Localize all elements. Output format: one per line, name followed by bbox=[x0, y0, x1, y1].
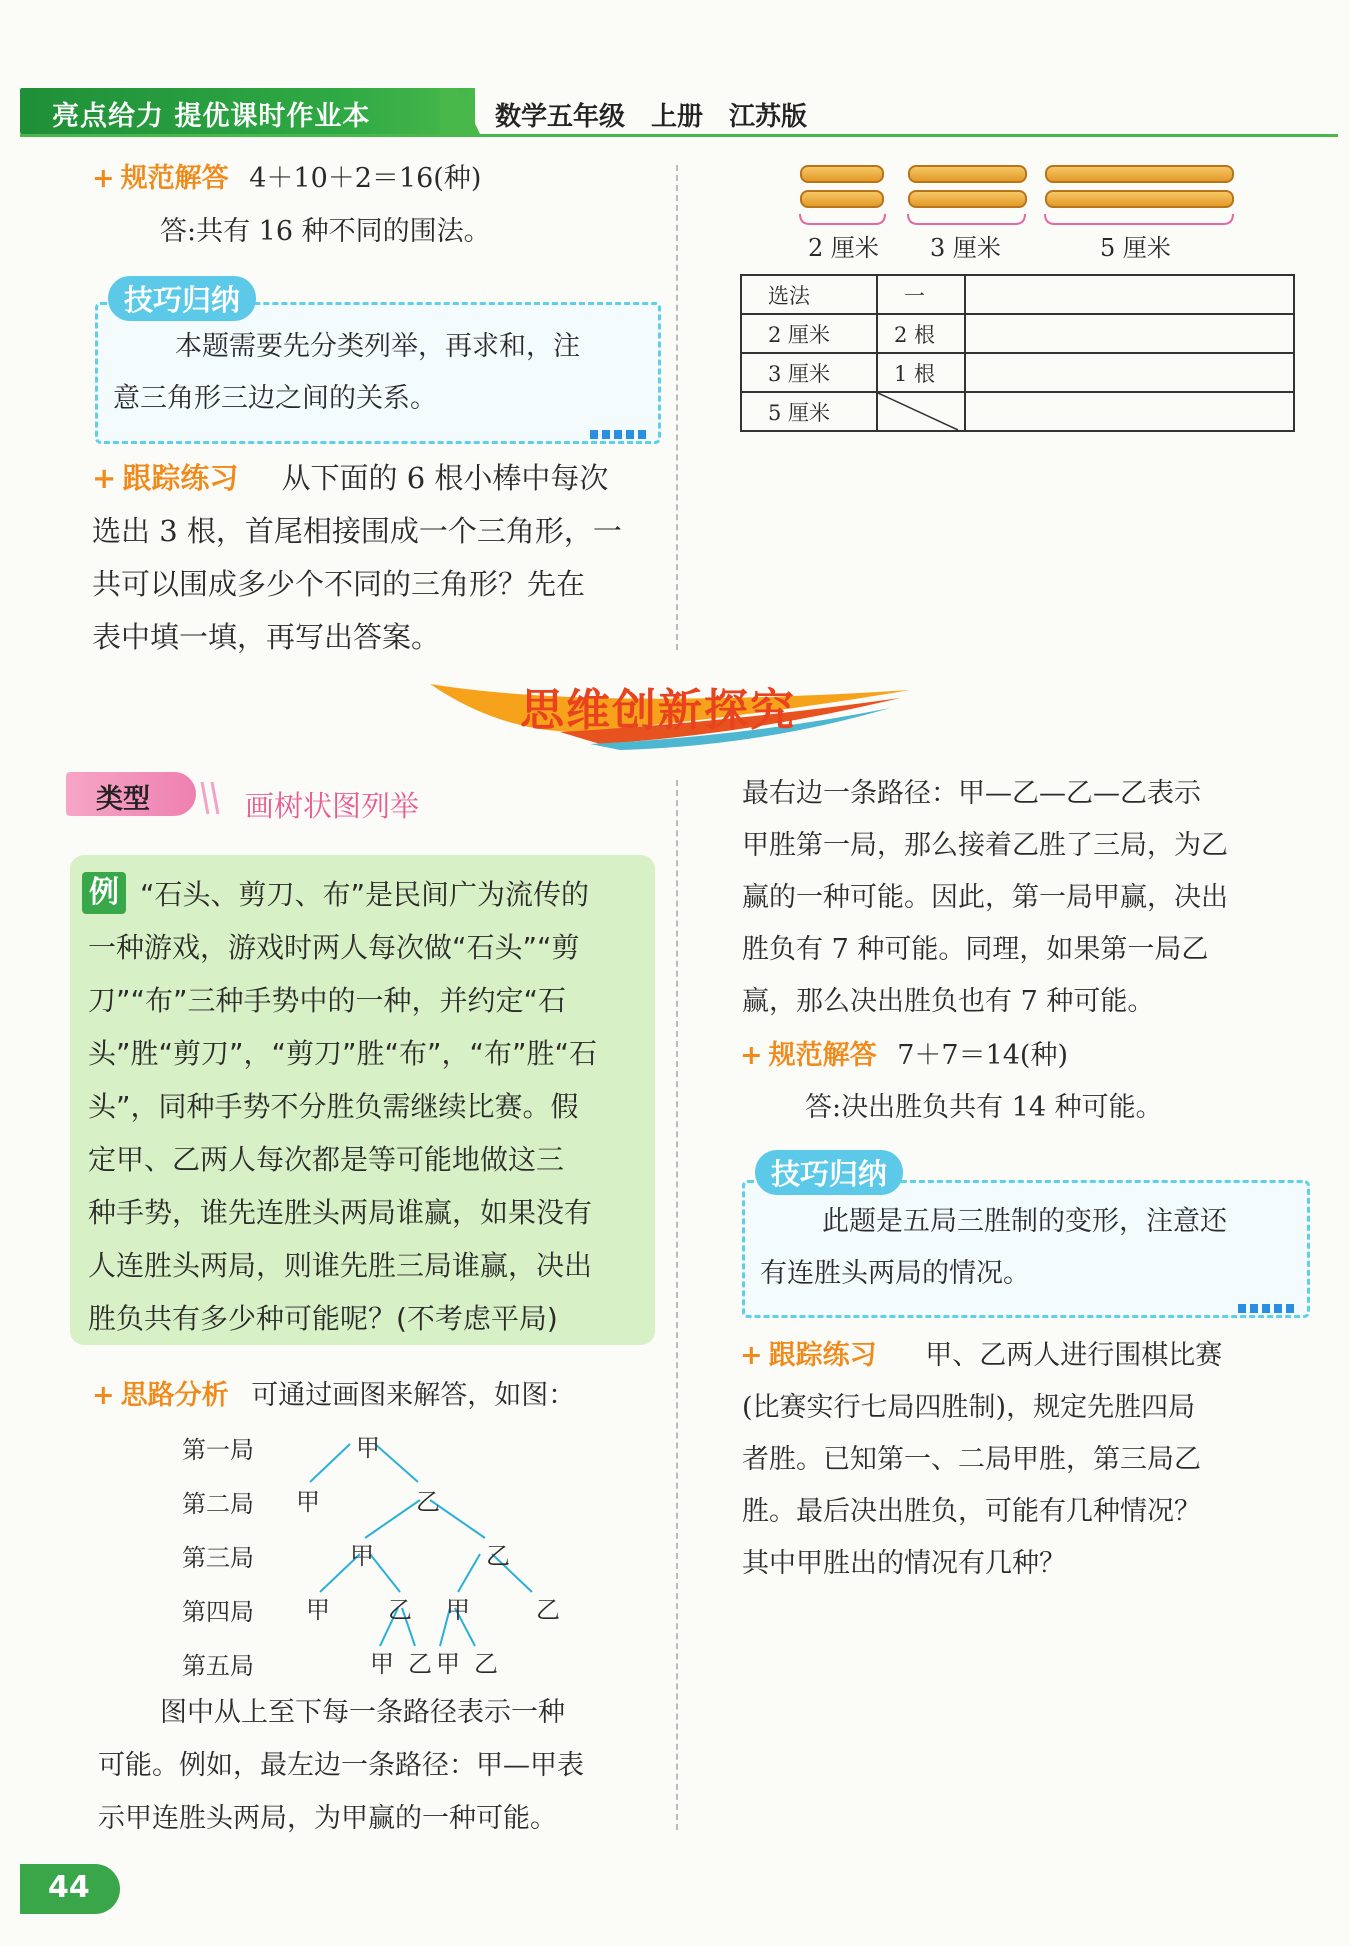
right-answer-text: 答:决出胜负共有 14 种可能。 bbox=[805, 1092, 1163, 1123]
top-answer-line: + 规范解答 4＋10＋2＝16(种) bbox=[92, 163, 482, 194]
type-title: 画树状图列举 bbox=[245, 789, 420, 823]
tree-node: 乙 bbox=[486, 1542, 510, 1570]
tip-bar-top bbox=[590, 430, 648, 439]
analysis-after-line-2: 可能。例如，最左边一条路径：甲—甲表 bbox=[98, 1750, 584, 1781]
table-cell bbox=[965, 275, 1294, 314]
tip-badge-bottom: 技巧归纳 bbox=[755, 1150, 903, 1195]
practice-line-3: 共可以围成多少个不同的三角形？先在 bbox=[92, 567, 586, 601]
table-cell: 1 根 bbox=[877, 353, 965, 392]
table-cell: 一 bbox=[877, 275, 965, 314]
round-label-5: 第五局 bbox=[182, 1652, 254, 1680]
right-line-1: 最右边一条路径：甲—乙—乙—乙表示 bbox=[742, 778, 1201, 809]
table-row bbox=[741, 392, 1294, 431]
selection-table bbox=[740, 274, 1295, 432]
tree-node: 乙 bbox=[408, 1650, 432, 1678]
right-practice-label: 跟踪练习 bbox=[768, 1340, 877, 1371]
right-line-5: 赢，那么决出胜负也有 7 种可能。 bbox=[742, 986, 1155, 1017]
example-line-4: 头”胜“剪刀”，“剪刀”胜“布”，“布”胜“石 bbox=[88, 1037, 598, 1070]
right-line-4: 胜负有 7 种可能。同理，如果第一局乙 bbox=[742, 934, 1209, 965]
column-divider-top bbox=[676, 165, 678, 650]
table-cell: 选法 bbox=[741, 275, 877, 314]
table-cell: 2 根 bbox=[877, 314, 965, 353]
type-tag-label: 类型 bbox=[96, 784, 150, 815]
table-row bbox=[741, 353, 1294, 392]
right-answer-expression: 7＋7＝14(种) bbox=[897, 1040, 1068, 1071]
stick-5cm-a bbox=[1045, 165, 1234, 183]
right-answer-label: 规范解答 bbox=[768, 1040, 877, 1071]
tree-node: 甲 bbox=[370, 1650, 394, 1678]
stick-2cm-a bbox=[800, 165, 884, 183]
tree-node: 甲 bbox=[306, 1596, 330, 1624]
tree-node: 甲 bbox=[350, 1542, 374, 1570]
example-line-5: 头”，同种手势不分胜负需继续比赛。假 bbox=[88, 1090, 579, 1123]
header-band-arrow bbox=[440, 88, 480, 137]
right-line-3: 赢的一种可能。因此，第一局甲赢，决出 bbox=[742, 882, 1228, 913]
practice-line-1: + 跟踪练习 从下面的 6 根小棒中每次 bbox=[92, 461, 609, 495]
practice-line-2: 选出 3 根，首尾相接围成一个三角形，一 bbox=[92, 514, 622, 548]
tree-node: 乙 bbox=[536, 1596, 560, 1624]
table-row bbox=[741, 314, 1294, 353]
stick-braces bbox=[795, 212, 1235, 228]
practice-label: 跟踪练习 bbox=[122, 461, 239, 495]
table-cell bbox=[965, 314, 1294, 353]
table-cell: 5 厘米 bbox=[741, 392, 877, 431]
round-label-3: 第三局 bbox=[182, 1544, 254, 1572]
tip-bottom-line-1: 此题是五局三胜制的变形，注意还 bbox=[822, 1206, 1227, 1237]
tip-badge-top: 技巧归纳 bbox=[108, 276, 256, 321]
stick-5cm-b bbox=[1045, 190, 1234, 208]
tip-bottom-line-2: 有连胜头两局的情况。 bbox=[760, 1258, 1030, 1289]
section-title: 思维创新探究 bbox=[520, 685, 796, 736]
answer-text: 答:共有 16 种不同的围法。 bbox=[160, 216, 491, 247]
right-practice-line-1: + 跟踪练习 甲、乙两人进行围棋比赛 bbox=[740, 1340, 1223, 1371]
tree-node: 甲 bbox=[446, 1596, 470, 1624]
table-cell: 2 厘米 bbox=[741, 314, 877, 353]
answer-label: 规范解答 bbox=[120, 163, 229, 194]
tip-line-2: 意三角形三边之间的关系。 bbox=[113, 383, 437, 414]
tree-node: 乙 bbox=[474, 1650, 498, 1678]
analysis-after-line-3: 示甲连胜头两局，为甲赢的一种可能。 bbox=[98, 1803, 557, 1834]
round-label-2: 第二局 bbox=[182, 1490, 254, 1518]
tree-node: 甲 bbox=[296, 1488, 320, 1516]
right-practice-line-2: (比赛实行七局四胜制)，规定先胜四局 bbox=[742, 1392, 1196, 1423]
example-line-7: 种手势，谁先连胜头两局谁赢，如果没有 bbox=[88, 1196, 593, 1229]
page-number: 44 bbox=[48, 1870, 90, 1905]
right-practice-line-5: 其中甲胜出的情况有几种？ bbox=[742, 1548, 1066, 1579]
stick-3cm-a bbox=[908, 165, 1027, 183]
stick-2cm-b bbox=[800, 190, 884, 208]
tree-node: 乙 bbox=[416, 1488, 440, 1516]
table-cell bbox=[965, 353, 1294, 392]
book-title: 亮点给力 提优课时作业本 bbox=[52, 101, 371, 132]
table-row bbox=[741, 275, 1294, 314]
column-divider-bottom bbox=[676, 780, 678, 1830]
right-line-2: 甲胜第一局，那么接着乙胜了三局，为乙 bbox=[742, 830, 1228, 861]
example-line-3: 刀”“布”三种手势中的一种，并约定“石 bbox=[88, 984, 567, 1017]
stick-label-3cm: 3 厘米 bbox=[930, 234, 1001, 262]
header-rule bbox=[20, 134, 1338, 137]
round-label-1: 第一局 bbox=[182, 1436, 254, 1464]
analysis-after-line-1: 图中从上至下每一条路径表示一种 bbox=[160, 1697, 565, 1728]
example-badge: 例 bbox=[82, 872, 126, 914]
table-cell-diagonal bbox=[877, 392, 965, 431]
tip-line-1: 本题需要先分类列举，再求和，注 bbox=[175, 331, 580, 362]
analysis-text: 可通过画图来解答，如图： bbox=[251, 1380, 576, 1411]
stick-3cm-b bbox=[908, 190, 1027, 208]
practice-line-4: 表中填一填，再写出答案。 bbox=[92, 620, 441, 654]
table-cell: 3 厘米 bbox=[741, 353, 877, 392]
right-practice-line-4: 胜。最后决出胜负，可能有几种情况？ bbox=[742, 1496, 1201, 1527]
example-line-1: “石头、剪刀、布”是民间广为流传的 bbox=[140, 878, 590, 911]
analysis-line: + 思路分析 可通过画图来解答，如图： bbox=[92, 1380, 576, 1411]
stick-label-2cm: 2 厘米 bbox=[808, 234, 879, 262]
tree-lines bbox=[280, 1420, 580, 1680]
example-line-6: 定甲、乙两人每次都是等可能地做这三 bbox=[88, 1143, 565, 1176]
type-tag-stripes bbox=[198, 778, 228, 818]
table-cell bbox=[965, 392, 1294, 431]
diagonal-slash bbox=[878, 393, 958, 430]
tip-bar-bottom bbox=[1238, 1304, 1296, 1313]
answer-expression: 4＋10＋2＝16(种) bbox=[249, 163, 482, 194]
book-subtitle: 数学五年级 上册 江苏版 bbox=[495, 102, 808, 132]
example-line-8: 人连胜头两局，则谁先胜三局谁赢，决出 bbox=[88, 1249, 593, 1282]
tree-node: 乙 bbox=[388, 1596, 412, 1624]
example-line-2: 一种游戏，游戏时两人每次做“石头”“剪 bbox=[88, 931, 580, 964]
tree-node: 甲 bbox=[436, 1650, 460, 1678]
round-label-4: 第四局 bbox=[182, 1598, 254, 1626]
stick-label-5cm: 5 厘米 bbox=[1100, 234, 1171, 262]
tree-node: 甲 bbox=[356, 1434, 380, 1462]
right-answer-line: + 规范解答 7＋7＝14(种) bbox=[740, 1040, 1068, 1071]
right-practice-line-3: 者胜。已知第一、二局甲胜，第三局乙 bbox=[742, 1444, 1201, 1475]
analysis-label: 思路分析 bbox=[120, 1380, 229, 1411]
example-line-9: 胜负共有多少种可能呢？(不考虑平局) bbox=[88, 1302, 558, 1335]
